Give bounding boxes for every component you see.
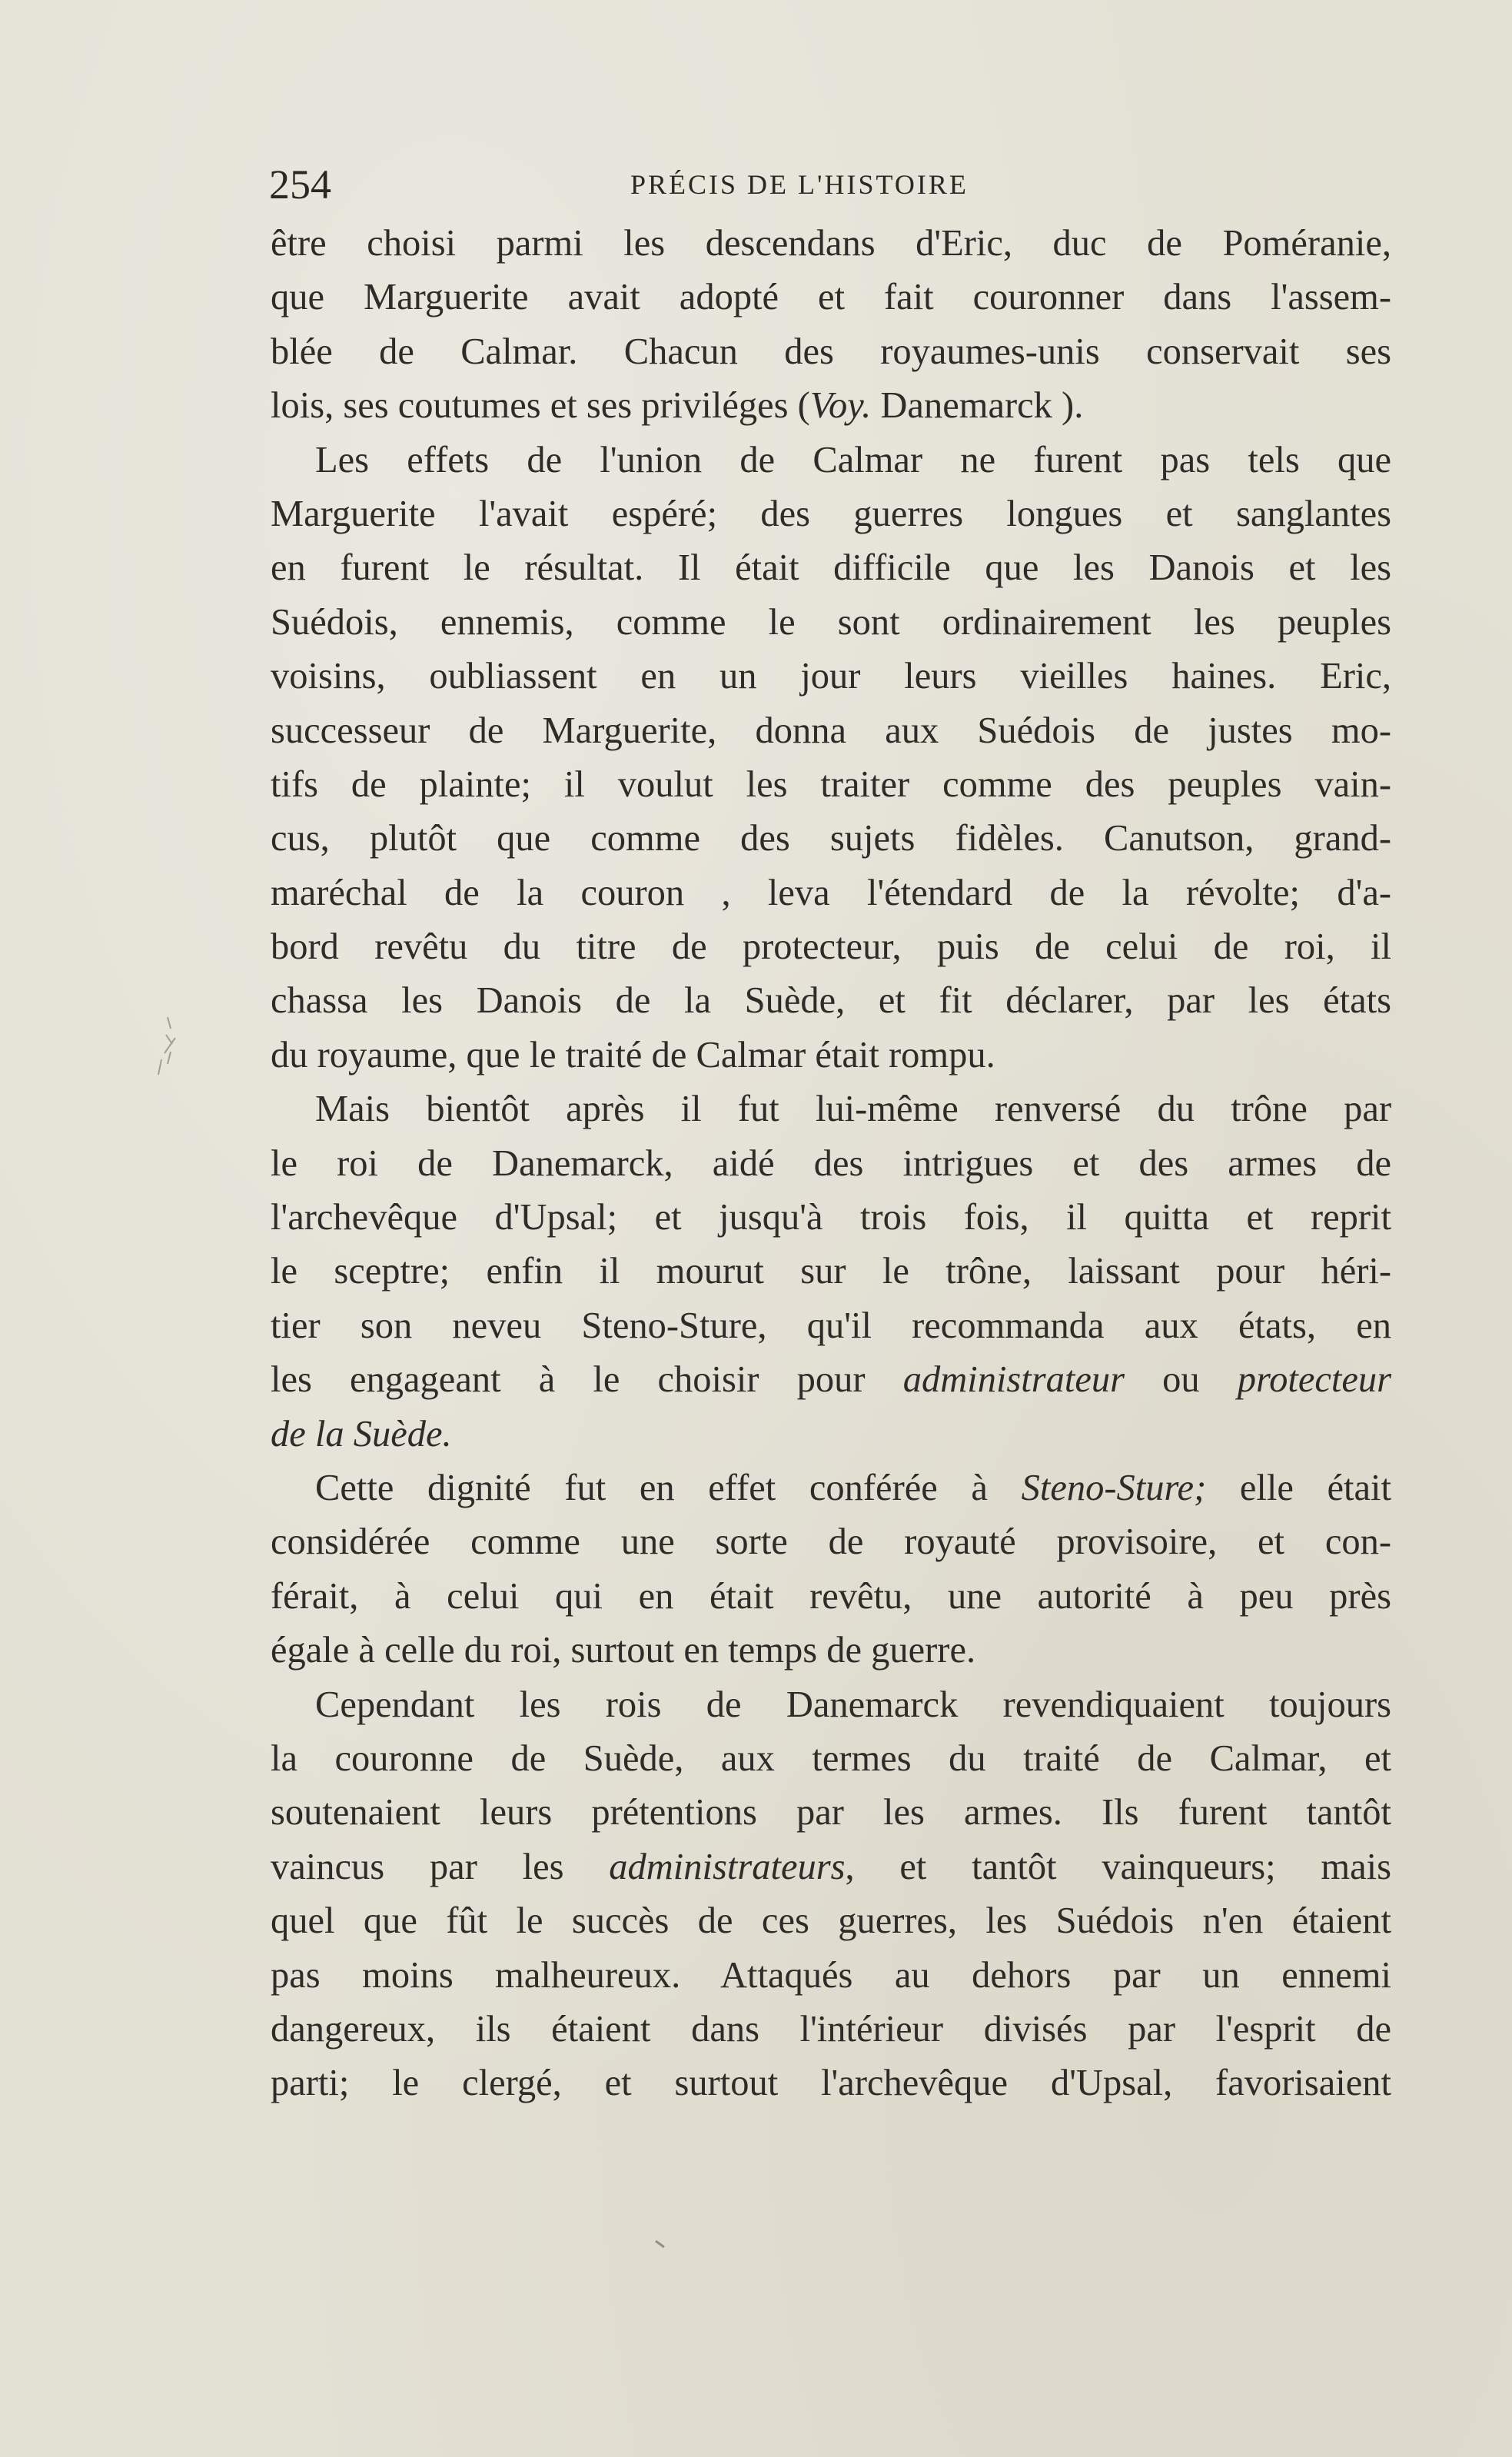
text-segment: ou (1125, 1359, 1238, 1401)
text-segment: maréchal de la couron , leva l'étendard de la révolte; d'a- (271, 872, 1391, 913)
text-line (271, 1461, 1391, 1515)
text-line (271, 1786, 1391, 1840)
text-segment: cus, plutôt que comme des sujets fidèles. Canutson, grand- (271, 818, 1391, 859)
text-segment: bord revêtu du titre de protecteur, puis de celui de roi, il (271, 926, 1391, 968)
text-line (271, 758, 1391, 812)
text-segment: égale à celle du roi, surtout en temps de guerre. (271, 1630, 976, 1671)
text-segment: vaincus par les (271, 1846, 610, 1887)
text-segment: dangereux, ils étaient dans l'intérieur divisés par l'esprit de (271, 2008, 1391, 2050)
ink-speck (655, 2240, 666, 2248)
text-segment: Cependant les rois de Danemarck revendiquaient toujours (315, 1684, 1391, 1725)
text-line (271, 1894, 1391, 1948)
text-segment: pas moins malheureux. Attaqués au dehors par un ennemi (271, 1954, 1391, 1996)
text-segment: Les effets de l'union de Calmar ne furent pas tels que (315, 439, 1391, 480)
text-line (271, 379, 1391, 433)
text-line (271, 1082, 1391, 1136)
text-segment: que Marguerite avait adopté et fait couronner dans l'assem- (271, 277, 1391, 318)
text-segment: voisins, oubliassent en un jour leurs vieilles haines. Eric, (271, 656, 1391, 697)
text-segment: les engageant à le choisir pour (271, 1359, 903, 1401)
text-segment: elle était (1206, 1467, 1391, 1508)
body-text (271, 217, 1391, 2111)
text-segment: Cette dignité fut en effet conférée à (315, 1467, 1022, 1508)
text-line (271, 1624, 1391, 1677)
text-line (271, 541, 1391, 595)
text-line (271, 1515, 1391, 1569)
text-line (271, 1570, 1391, 1624)
text-line (271, 217, 1391, 271)
text-segment: être choisi parmi les descendans d'Eric, duc de Poméranie, (271, 223, 1391, 264)
text-segment: tier son neveu Steno-Sture, qu'il recommanda aux états, en (271, 1305, 1391, 1346)
text-line (271, 1732, 1391, 1786)
italic-text: Steno-Sture; (1021, 1467, 1207, 1508)
text-line (271, 1353, 1391, 1407)
text-line (271, 2003, 1391, 2056)
margin-ink-mark (145, 1013, 191, 1082)
text-segment: l'archevêque d'Upsal; et jusqu'à trois fois, il quitta et reprit (271, 1197, 1391, 1238)
text-segment: la couronne de Suède, aux termes du traité de Calmar, et (271, 1737, 1391, 1779)
running-title: PRÉCIS DE L'HISTOIRE (630, 169, 969, 200)
text-line (271, 812, 1391, 866)
text-segment: quel que fût le succès de ces guerres, les Suédois n'en étaient (271, 1900, 1391, 1942)
italic-text: de la Suède. (271, 1413, 452, 1455)
text-segment: considérée comme une sorte de royauté provisoire, et con- (271, 1521, 1391, 1563)
text-line (271, 1949, 1391, 2003)
text-line (271, 434, 1391, 487)
text-segment: tifs de plainte; il voulut les traiter comme des peuples vain- (271, 763, 1391, 805)
page-header (269, 158, 1391, 211)
text-segment: successeur de Marguerite, donna aux Suédois de justes mo- (271, 710, 1391, 751)
text-segment: du royaume, que le traité de Calmar était rompu. (271, 1034, 995, 1076)
text-line (271, 1137, 1391, 1191)
italic-text: administrateur (902, 1359, 1125, 1401)
text-segment: , et tantôt vainqueurs; mais (845, 1846, 1391, 1887)
text-line (271, 1299, 1391, 1353)
text-line (271, 974, 1391, 1028)
text-line (271, 1191, 1391, 1245)
italic-text: administrateurs (609, 1846, 846, 1887)
italic-text: protecteur (1237, 1359, 1392, 1401)
text-segment: férait, à celui qui en était revêtu, une autorité à peu près (271, 1575, 1391, 1617)
text-line (271, 596, 1391, 650)
italic-text: Voy. (809, 385, 872, 427)
text-line (271, 271, 1391, 324)
text-segment: parti; le clergé, et surtout l'archevêque d'Upsal, favorisaient (271, 2063, 1391, 2104)
page-number: 254 (269, 161, 331, 208)
text-segment: en furent le résultat. Il était difficile que les Danois et les (271, 547, 1391, 589)
text-segment: Danemarck ). (871, 385, 1084, 427)
text-segment: blée de Calmar. Chacun des royaumes-unis conservait ses (271, 331, 1391, 372)
text-segment: Mais bientôt après il fut lui-même renversé du trône par (315, 1089, 1391, 1130)
text-line (271, 920, 1391, 974)
text-segment: Suédois, ennemis, comme le sont ordinairement les peuples (271, 601, 1391, 643)
text-line (271, 1840, 1391, 1894)
text-segment: soutenaient leurs prétentions par les armes. Ils furent tantôt (271, 1792, 1391, 1834)
text-line (271, 1029, 1391, 1082)
text-line (271, 704, 1391, 758)
text-segment: Marguerite l'avait espéré; des guerres longues et sanglantes (271, 493, 1391, 534)
text-segment: chassa les Danois de la Suède, et fit déclarer, par les états (271, 980, 1391, 1022)
text-line (271, 325, 1391, 379)
text-line (271, 1678, 1391, 1732)
text-segment: le sceptre; enfin il mourut sur le trône, laissant pour héri- (271, 1251, 1391, 1292)
text-line (271, 1408, 1391, 1461)
text-line (271, 866, 1391, 920)
text-segment: le roi de Danemarck, aidé des intrigues et des armes de (271, 1142, 1391, 1184)
text-line (271, 2056, 1391, 2110)
text-line (271, 650, 1391, 703)
text-segment: lois, ses coutumes et ses priviléges ( (271, 385, 810, 427)
text-line (271, 1245, 1391, 1298)
text-line (271, 487, 1391, 541)
